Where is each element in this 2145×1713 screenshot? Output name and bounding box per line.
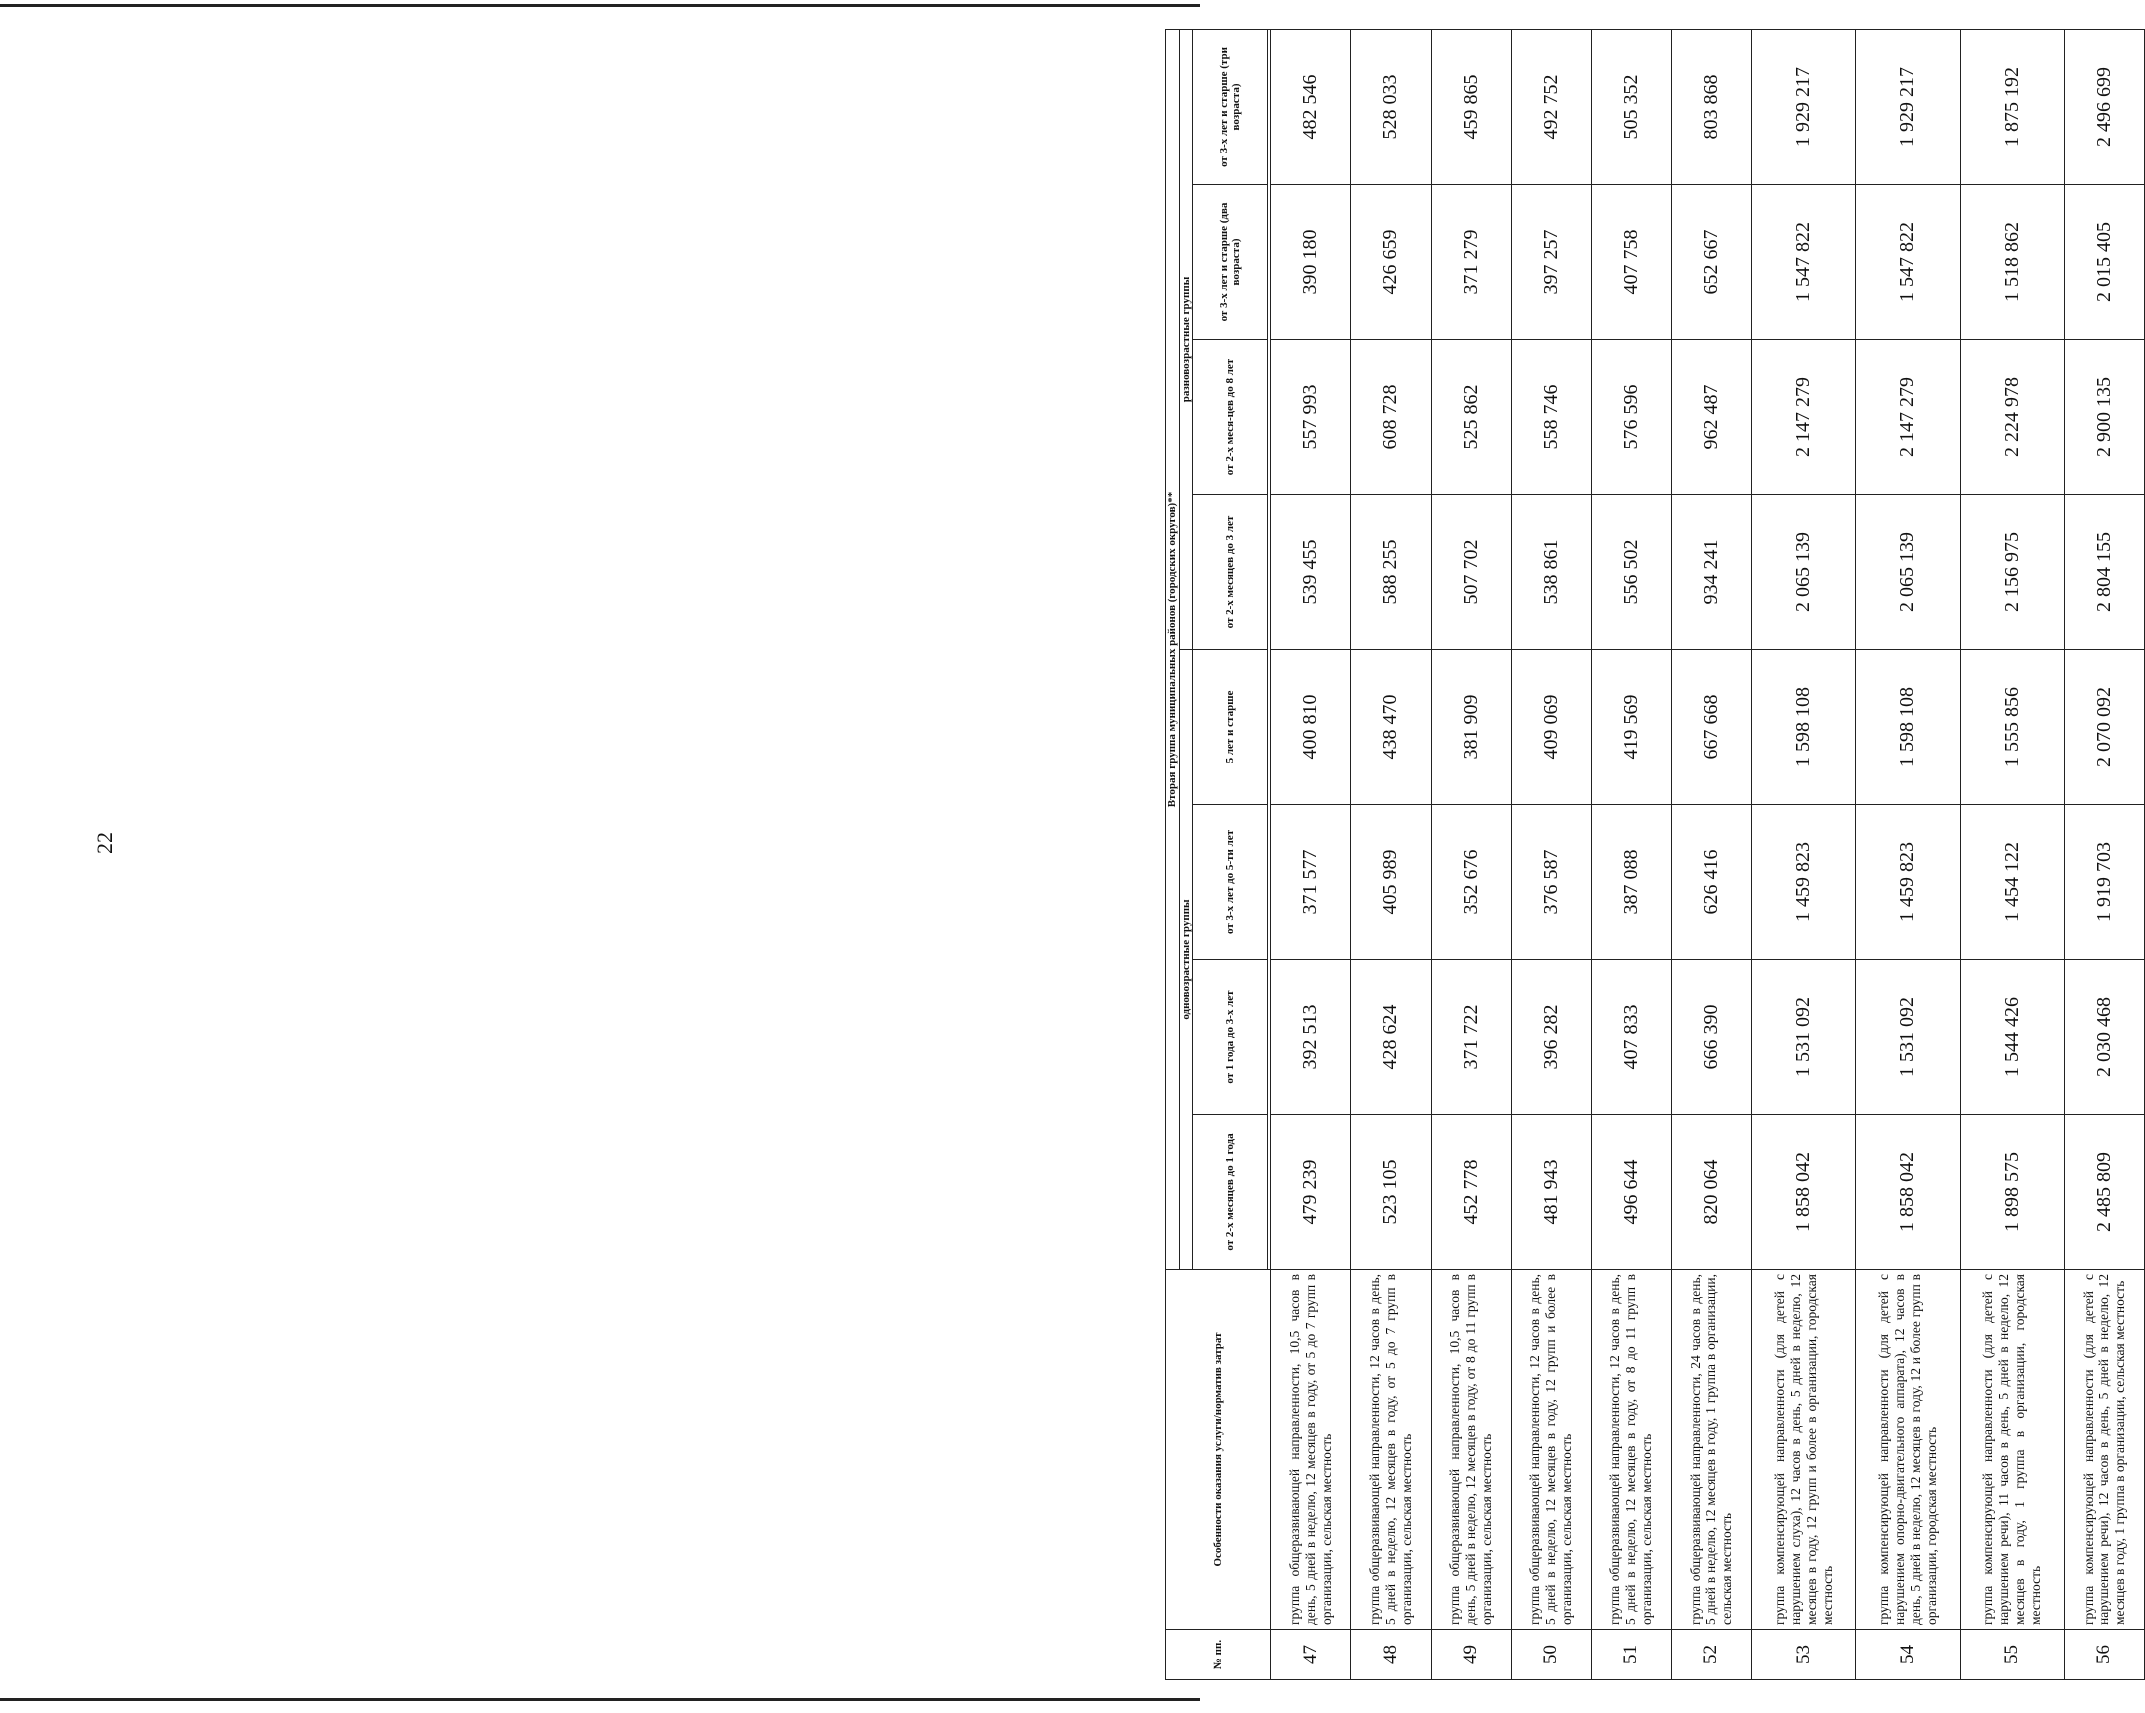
cost-value: 2 015 405 — [2064, 185, 2144, 340]
row-number: 47 — [1271, 1630, 1351, 1680]
cost-value: 1 598 108 — [1751, 650, 1855, 805]
cost-value: 371 722 — [1431, 960, 1511, 1115]
cost-value: 492 752 — [1511, 29, 1591, 184]
cost-value: 1 875 192 — [1960, 29, 2064, 184]
cost-value: 2 804 155 — [2064, 495, 2144, 650]
col-header: от 3-х лет до 5-ти лет — [1193, 805, 1268, 960]
row-description: группа общеразвивающей направленности, 12 часов в день, 5 дней в неделю, 12 месяцев в году, 12 групп и более в организации, сельская местность — [1511, 1270, 1591, 1630]
cost-value: 405 989 — [1351, 805, 1431, 960]
cost-value: 419 569 — [1591, 650, 1671, 805]
row-description: группа общеразвивающей направленности, 10,5 часов в день, 5 дней в неделю, 12 месяцев в году, от 5 до 7 групп в организации, сельская местность — [1271, 1270, 1351, 1630]
cost-value: 479 239 — [1271, 1115, 1351, 1270]
table-row — [1960, 29, 2064, 1679]
cost-value: 390 180 — [1271, 185, 1351, 340]
cost-value: 1 531 092 — [1856, 960, 1960, 1115]
cost-value: 2 147 279 — [1751, 340, 1855, 495]
cost-value: 396 282 — [1511, 960, 1591, 1115]
header-same-age: одновозрастные группы — [1179, 650, 1193, 1270]
cost-value: 2 224 978 — [1960, 340, 2064, 495]
cost-value: 666 390 — [1671, 960, 1751, 1115]
cost-value: 2 485 809 — [2064, 1115, 2144, 1270]
cost-value: 1 858 042 — [1856, 1115, 1960, 1270]
cost-value: 1 531 092 — [1751, 960, 1855, 1115]
cost-value: 1 598 108 — [1856, 650, 1960, 805]
header-no: № пп. — [1166, 1630, 1271, 1680]
row-number: 53 — [1751, 1630, 1855, 1680]
cost-value: 523 105 — [1351, 1115, 1431, 1270]
row-description: группа компенсирующей направленности (для детей с нарушением слуха), 12 часов в день, 5 дней в неделю, 12 месяцев в году, 12 групп и более в организации, городская местность — [1751, 1270, 1855, 1630]
table-row — [1751, 29, 1855, 1679]
table-body — [1271, 29, 2145, 1679]
cost-value: 2 070 092 — [2064, 650, 2144, 805]
cost-value: 352 676 — [1431, 805, 1511, 960]
cost-value: 381 909 — [1431, 650, 1511, 805]
cost-value: 397 257 — [1511, 185, 1591, 340]
cost-value: 652 667 — [1671, 185, 1751, 340]
cost-value: 428 624 — [1351, 960, 1431, 1115]
col-header: 5 лет и старше — [1193, 650, 1268, 805]
cost-value: 482 546 — [1271, 29, 1351, 184]
row-number: 48 — [1351, 1630, 1431, 1680]
table-row — [1671, 29, 1751, 1679]
cost-value: 426 659 — [1351, 185, 1431, 340]
col-header: от 2-х месяцев до 1 года — [1193, 1115, 1268, 1270]
cost-value: 1 459 823 — [1856, 805, 1960, 960]
cost-value: 558 746 — [1511, 340, 1591, 495]
cost-value: 803 868 — [1671, 29, 1751, 184]
table-row — [2064, 29, 2144, 1679]
cost-value: 820 064 — [1671, 1115, 1751, 1270]
cost-value: 481 943 — [1511, 1115, 1591, 1270]
cost-value: 608 728 — [1351, 340, 1431, 495]
row-number: 49 — [1431, 1630, 1511, 1680]
row-number: 50 — [1511, 1630, 1591, 1680]
cost-value: 557 993 — [1271, 340, 1351, 495]
cost-value: 2 147 279 — [1856, 340, 1960, 495]
table-row — [1856, 29, 1960, 1679]
cost-value: 1 858 042 — [1751, 1115, 1855, 1270]
table-row — [1351, 29, 1431, 1679]
cost-value: 1 919 703 — [2064, 805, 2144, 960]
cost-value: 962 487 — [1671, 340, 1751, 495]
table-row — [1431, 29, 1511, 1679]
cost-value: 2 496 699 — [2064, 29, 2144, 184]
cost-value: 376 587 — [1511, 805, 1591, 960]
cost-value: 507 702 — [1431, 495, 1511, 650]
cost-value: 1 555 856 — [1960, 650, 2064, 805]
row-description: группа общеразвивающей направленности, 12 часов в день, 5 дней в неделю, 12 месяцев в году, от 8 до 11 групп в организации, сельская местность — [1591, 1270, 1671, 1630]
cost-value: 934 241 — [1671, 495, 1751, 650]
row-description: группа компенсирующей направленности (для детей с нарушением речи), 12 часов в день, 5 дней в неделю, 12 месяцев в году, 1 группа в организации, сельская местность — [2064, 1270, 2144, 1630]
cost-value: 400 810 — [1271, 650, 1351, 805]
row-number: 54 — [1856, 1630, 1960, 1680]
cost-value: 576 596 — [1591, 340, 1671, 495]
cost-value: 1 929 217 — [1751, 29, 1855, 184]
cost-value: 409 069 — [1511, 650, 1591, 805]
row-description: группа общеразвивающей направленности, 12 часов в день, 5 дней в неделю, 12 месяцев в году, от 5 до 7 групп в организации, сельская местность — [1351, 1270, 1431, 1630]
row-number: 56 — [2064, 1630, 2144, 1680]
header-mixed-age: разновозрастные группы — [1179, 29, 1193, 649]
cost-value: 1 518 862 — [1960, 185, 2064, 340]
cost-value: 2 030 468 — [2064, 960, 2144, 1115]
cost-value: 2 065 139 — [1856, 495, 1960, 650]
row-description: группа компенсирующей направленности (для детей с нарушением опорно-двигательного аппарата), 12 часов в день, 5 дней в неделю, 12 месяцев в году, 12 и более групп в организации, городская местность — [1856, 1270, 1960, 1630]
col-header: от 1 года до 3-х лет — [1193, 960, 1268, 1115]
row-number: 52 — [1671, 1630, 1751, 1680]
cost-value: 1 929 217 — [1856, 29, 1960, 184]
cost-value: 496 644 — [1591, 1115, 1671, 1270]
cost-value: 1 547 822 — [1751, 185, 1855, 340]
row-description: группа общеразвивающей направленности, 10,5 часов в день, 5 дней в неделю, 12 месяцев в году, от 8 до 11 групп в организации, сельская местность — [1431, 1270, 1511, 1630]
cost-value: 392 513 — [1271, 960, 1351, 1115]
cost-value: 407 758 — [1591, 185, 1671, 340]
cost-value: 556 502 — [1591, 495, 1671, 650]
col-header: от 3-х лет и старше (два возраста) — [1193, 185, 1268, 340]
cost-norms-table — [1165, 29, 2145, 1680]
table-row — [1591, 29, 1671, 1679]
page-number: 22 — [92, 832, 117, 854]
cost-value: 452 778 — [1431, 1115, 1511, 1270]
cost-value: 505 352 — [1591, 29, 1671, 184]
cost-value: 1 544 426 — [1960, 960, 2064, 1115]
row-number: 55 — [1960, 1630, 2064, 1680]
cost-value: 2 065 139 — [1751, 495, 1855, 650]
header-service: Особенности оказания услуги/норматив затрат — [1166, 1270, 1271, 1630]
row-description: группа компенсирующей направленности (для детей с нарушением речи), 11 часов в день, 5 дней в неделю, 12 месяцев в году, 1 группа в организации, городская местность — [1960, 1270, 2064, 1630]
cost-value: 588 255 — [1351, 495, 1431, 650]
cost-value: 2 900 135 — [2064, 340, 2144, 495]
cost-value: 667 668 — [1671, 650, 1751, 805]
row-description: группа общеразвивающей направленности, 24 часов в день, 5 дней в неделю, 12 месяцев в году, 1 группа в организации, сельская местность — [1671, 1270, 1751, 1630]
cost-value: 371 279 — [1431, 185, 1511, 340]
cost-value: 626 416 — [1671, 805, 1751, 960]
row-number: 51 — [1591, 1630, 1671, 1680]
table-row — [1271, 29, 1351, 1679]
cost-value: 459 865 — [1431, 29, 1511, 184]
rotated-table-wrapper — [1165, 30, 2145, 1680]
bottom-scan-edge — [0, 1698, 1200, 1701]
table-row — [1511, 29, 1591, 1679]
col-header: от 2-х месяцев до 3 лет — [1193, 495, 1268, 650]
col-header: от 2-х меся-цев до 8 лет — [1193, 340, 1268, 495]
cost-value: 528 033 — [1351, 29, 1431, 184]
top-scan-edge — [0, 4, 1200, 7]
cost-value: 2 156 975 — [1960, 495, 2064, 650]
cost-value: 387 088 — [1591, 805, 1671, 960]
col-header: от 3-х лет и старше (три возраста) — [1193, 29, 1268, 184]
cost-value: 539 455 — [1271, 495, 1351, 650]
header-group-title: Вторая группа муниципальных районов (городских округов)** — [1166, 29, 1180, 1269]
cost-value: 538 861 — [1511, 495, 1591, 650]
cost-value: 525 862 — [1431, 340, 1511, 495]
cost-value: 1 547 822 — [1856, 185, 1960, 340]
cost-value: 438 470 — [1351, 650, 1431, 805]
cost-value: 1 898 575 — [1960, 1115, 2064, 1270]
cost-value: 1 459 823 — [1751, 805, 1855, 960]
cost-value: 407 833 — [1591, 960, 1671, 1115]
cost-value: 371 577 — [1271, 805, 1351, 960]
cost-value: 1 454 122 — [1960, 805, 2064, 960]
